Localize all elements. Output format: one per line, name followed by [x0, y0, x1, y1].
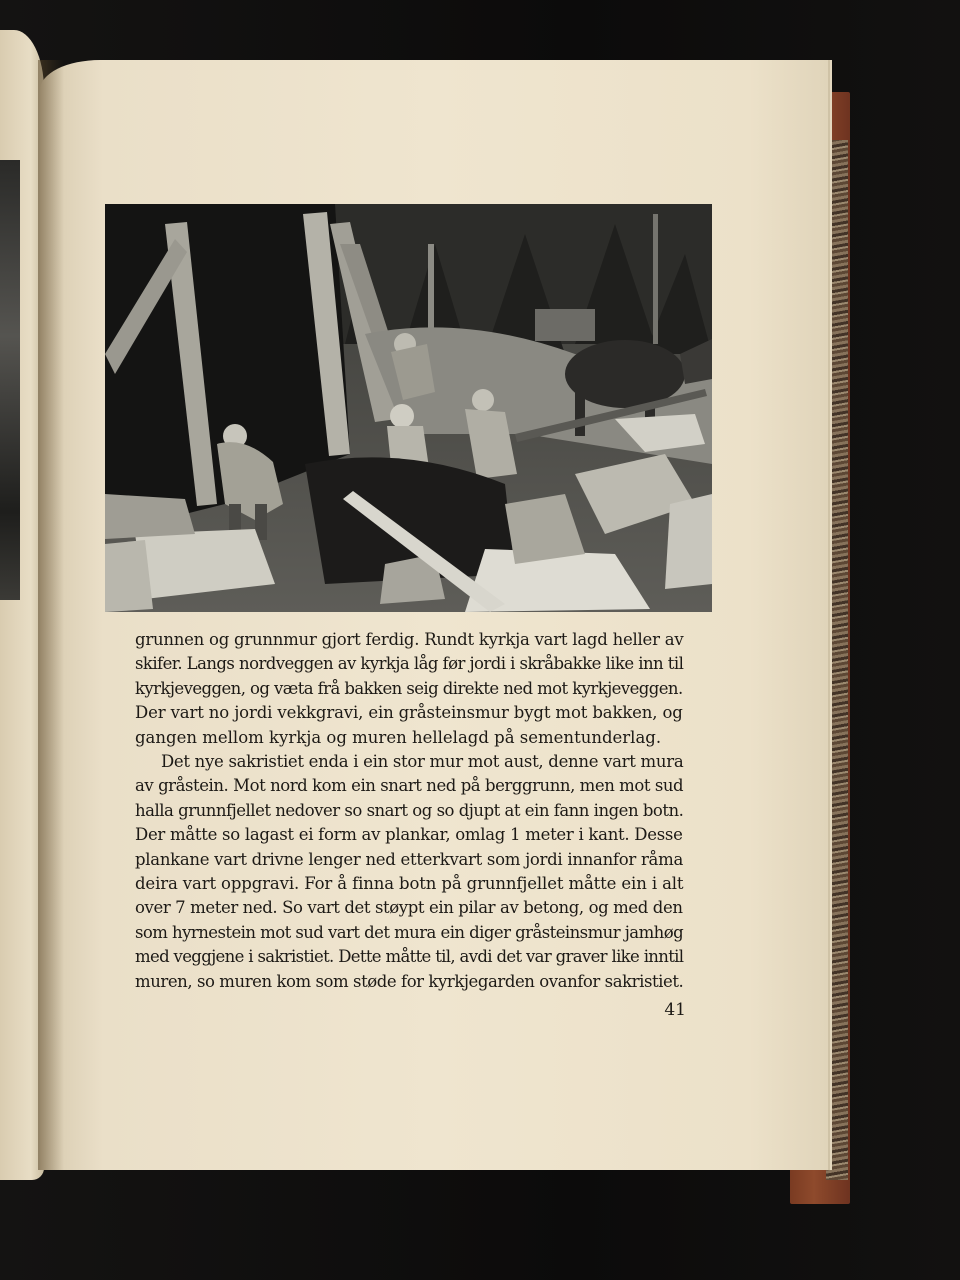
text-line: gangen mellom kyrkja og muren hellelagd på sementunderlag.	[135, 727, 662, 747]
text-line: skifer. Langs nordveggen av kyrkja låg før jordi i skråbakke like inn til	[135, 654, 684, 674]
left-page-photo-edge	[0, 160, 20, 600]
text-line: muren, so muren kom som støde for kyrkjegarden ovanfor sakristiet.	[135, 971, 684, 991]
text-line: plankane vart drivne lenger ned etterkvart som jordi innanfor råma	[135, 849, 683, 869]
text-line: deira vart oppgravi. For å finna botn på grunnfjellet måtte ein i alt	[135, 874, 684, 894]
text-line: over 7 meter ned. So vart det støypt ein pilar av betong, og med den	[135, 898, 683, 918]
text-line: med veggjene i sakristiet. Dette måtte til, avdi det var graver like inntil	[135, 947, 684, 967]
paragraph-1	[135, 628, 683, 750]
excavation-photo	[105, 204, 712, 612]
text-line: halla grunnfjellet nedover so snart og so djupt at ein fann ingen botn.	[135, 800, 684, 820]
text-line: kyrkjeveggen, og væta frå bakken seig direkte ned mot kyrkjeveggen.	[135, 678, 683, 698]
text-line: av gråstein. Mot nord kom ein snart ned på berggrunn, men mot sud	[135, 776, 684, 796]
text-line: grunnen og grunnmur gjort ferdig. Rundt kyrkja vart lagd heller av	[135, 630, 684, 649]
page-gutter	[38, 60, 64, 1170]
marbled-board	[826, 140, 848, 1180]
text-line: som hyrnestein mot sud vart det mura ein diger gråsteinsmur jamhøg	[135, 922, 684, 942]
text-line: Der vart no jordi vekkgravi, ein gråsteinsmur bygt mot bakken, og	[135, 703, 683, 723]
page-number: 41	[664, 1000, 686, 1020]
paragraph-2	[135, 750, 683, 994]
text-line: Der måtte so lagast ei form av plankar, omlag 1 meter i kant. Desse	[135, 825, 683, 845]
text-line: Det nye sakristiet enda i ein stor mur mot aust, denne vart mura	[161, 752, 684, 772]
body-text	[135, 628, 683, 994]
